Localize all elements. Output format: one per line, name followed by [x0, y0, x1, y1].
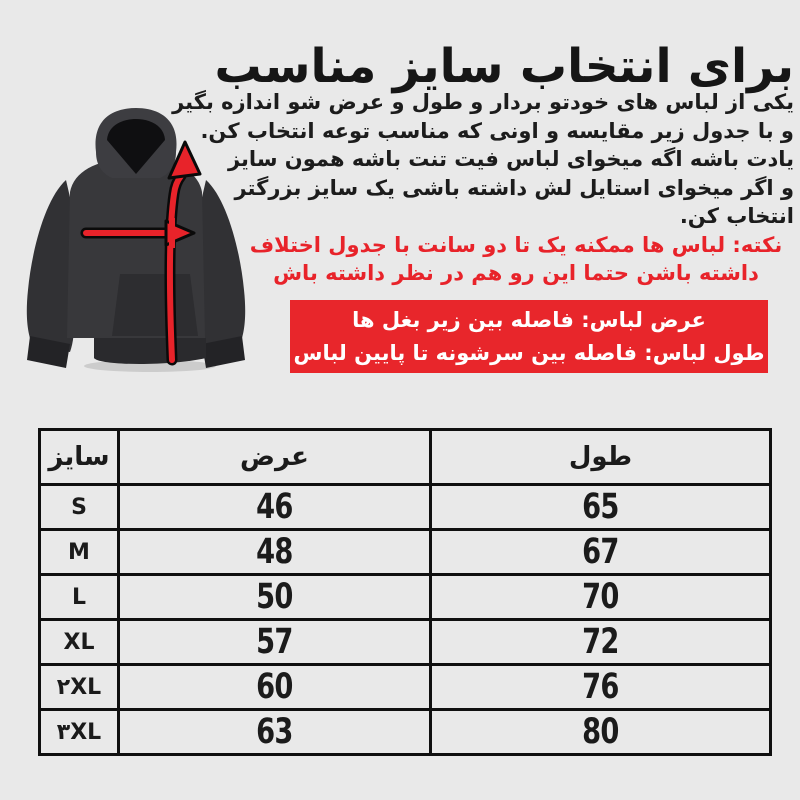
definitions-banner: [290, 300, 768, 373]
length-number: 80: [582, 712, 619, 752]
table-header-row: [40, 430, 771, 485]
size-label: ۲XL: [40, 665, 119, 710]
width-number: 50: [256, 577, 293, 617]
length-number: 65: [582, 487, 619, 527]
intro-line: یکی از لباس های خودتو بردار و طول و عرض شو اندازه بگیر: [172, 90, 794, 114]
size-label: M: [40, 530, 119, 575]
width-value: [119, 620, 431, 665]
table-row: [40, 485, 771, 530]
size-label: L: [40, 575, 119, 620]
width-number: 60: [256, 667, 293, 707]
width-number: 48: [256, 532, 293, 572]
length-value: [431, 575, 771, 620]
table-row: [40, 530, 771, 575]
size-table: [38, 428, 772, 756]
length-number: 70: [582, 577, 619, 617]
hoodie-graphic: [4, 98, 268, 376]
intro-line: و با جدول زیر مقایسه و اونی که مناسب توعه انتخاب کن.: [200, 118, 794, 143]
header-length: طول: [431, 430, 771, 485]
width-number: 63: [256, 712, 293, 752]
length-definition: طول لباس: فاصله بین سرشونه تا پایین لباس: [293, 341, 765, 365]
table-row: [40, 665, 771, 710]
width-definition: عرض لباس: فاصله بین زیر بغل ها: [352, 308, 706, 332]
width-value: [119, 530, 431, 575]
intro-line: انتخاب کن.: [679, 204, 794, 228]
note-line: نکته: لباس ها ممکنه یک تا دو سانت با جدول اختلاف: [249, 232, 783, 257]
width-value: [119, 575, 431, 620]
length-value: [431, 530, 771, 575]
table-row: [40, 575, 771, 620]
length-value: [431, 620, 771, 665]
width-value: [119, 710, 431, 755]
size-label: ۳XL: [40, 710, 119, 755]
size-label: S: [40, 485, 119, 530]
table-row: [40, 620, 771, 665]
hoodie-image: [4, 98, 268, 376]
header-width: عرض: [119, 430, 431, 485]
pocket: [112, 274, 198, 336]
length-number: 67: [582, 532, 619, 572]
length-value: [431, 665, 771, 710]
table-row: [40, 710, 771, 755]
width-value: [119, 665, 431, 710]
width-number: 46: [256, 487, 293, 527]
intro-text: [172, 88, 794, 288]
size-label: XL: [40, 620, 119, 665]
length-number: 72: [582, 622, 619, 662]
header-size: سایز: [40, 430, 119, 485]
length-value: [431, 710, 771, 755]
length-value: [431, 485, 771, 530]
width-value: [119, 485, 431, 530]
width-number: 57: [256, 622, 293, 662]
hem-band: [94, 338, 206, 364]
page-title: برای انتخاب سایز مناسب: [214, 39, 794, 95]
length-number: 76: [582, 667, 619, 707]
intro-line: و اگر میخوای استایل لش داشته باشی یک سایز بزرگتر: [234, 175, 794, 200]
intro-line: یادت باشه اگه میخوای لباس فیت تنت باشه همون سایز: [227, 147, 794, 171]
note-line: داشته باشن حتما این رو هم در نظر داشته باش: [273, 261, 759, 285]
